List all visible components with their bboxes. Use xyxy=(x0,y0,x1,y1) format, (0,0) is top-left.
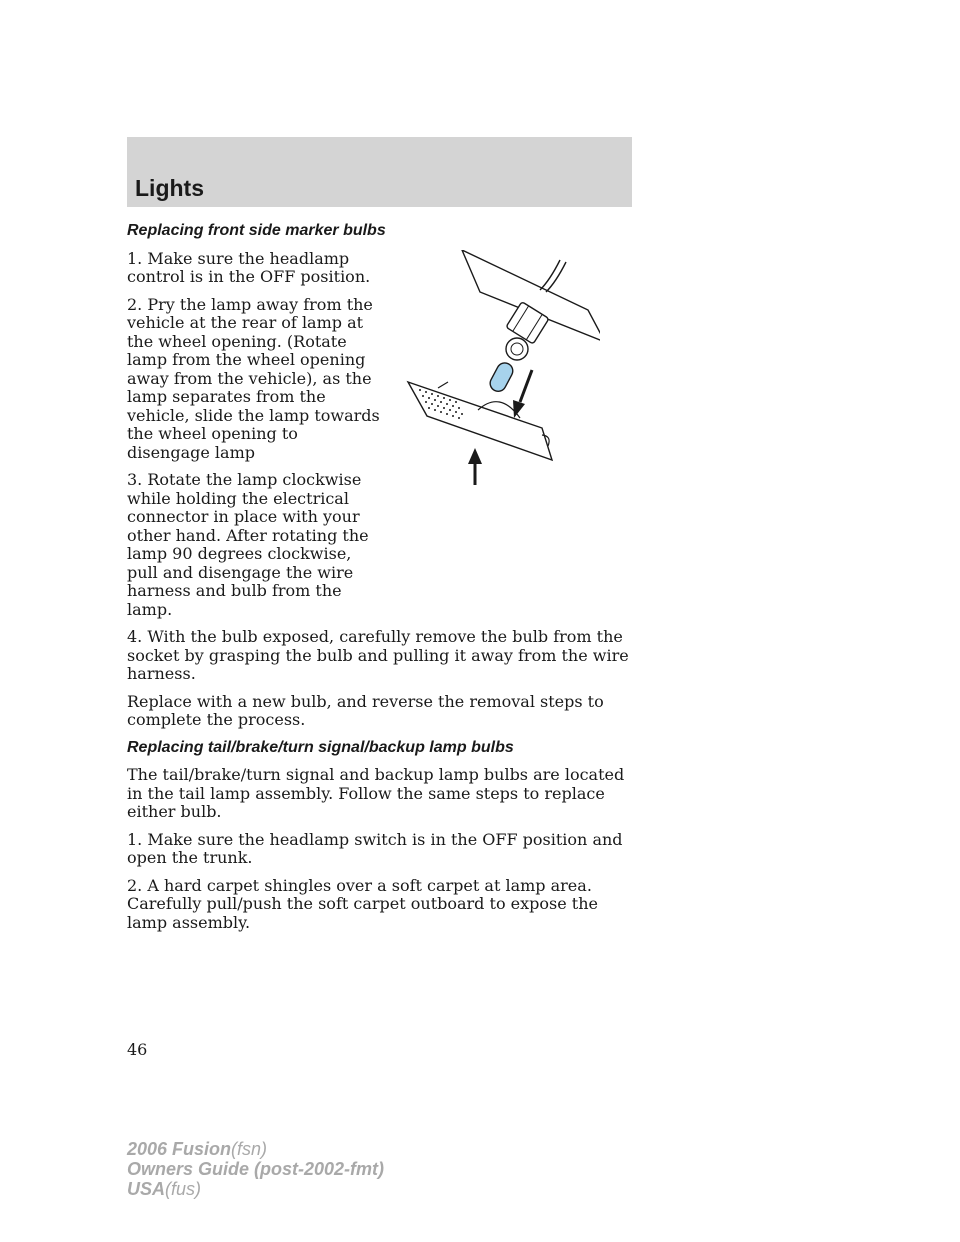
front-step-2: 2. Pry the lamp away from the vehicle at the rear of lamp at the wheel opening. (Rotate lamp from the wheel opening away from the vehicle), as the lamp separates from the vehicle, slide the lamp towards the wheel opening to disengage lamp xyxy=(127,294,380,462)
footer-line-2: Owners Guide (post-2002-fmt) xyxy=(127,1159,385,1179)
footer-line-1: 2006 Fusion(fsn) xyxy=(127,1139,268,1159)
footer-line-3: USA(fus) xyxy=(127,1179,202,1199)
tail-lamp-intro: The tail/brake/turn signal and backup lamp bulbs are located in the tail lamp assembly. Follow the same steps to replace either bulb. xyxy=(127,765,625,821)
front-marker-heading: Replacing front side marker bulbs xyxy=(127,222,386,239)
document-footer xyxy=(127,1139,384,1199)
front-replace-note: Replace with a new bulb, and reverse the removal steps to complete the process. xyxy=(127,691,604,729)
tail-lamp-heading: Replacing tail/brake/turn signal/backup lamp bulbs xyxy=(127,738,514,756)
side-marker-bulb-illustration xyxy=(400,250,600,490)
section-title: Lights xyxy=(135,175,204,201)
front-step-4: 4. With the bulb exposed, carefully remove the bulb from the socket by grasping the bulb and pulling it away from the wire harness. xyxy=(127,627,629,683)
tail-step-2: 2. A hard carpet shingles over a soft carpet at lamp area. Carefully pull/push the soft carpet outboard to expose the lamp assembly. xyxy=(127,875,598,932)
tail-step-1: 1. Make sure the headlamp switch is in the OFF position and open the trunk. xyxy=(127,829,623,867)
front-step-1: 1. Make sure the headlamp control is in the OFF position. xyxy=(127,248,371,286)
page-number: 46 xyxy=(127,1040,148,1059)
front-step-3: 3. Rotate the lamp clockwise while holding the electrical connector in place with your other hand. After rotating the lamp 90 degrees clockwise, pull and disengage the wire harness and bulb from the lamp. xyxy=(127,470,369,619)
